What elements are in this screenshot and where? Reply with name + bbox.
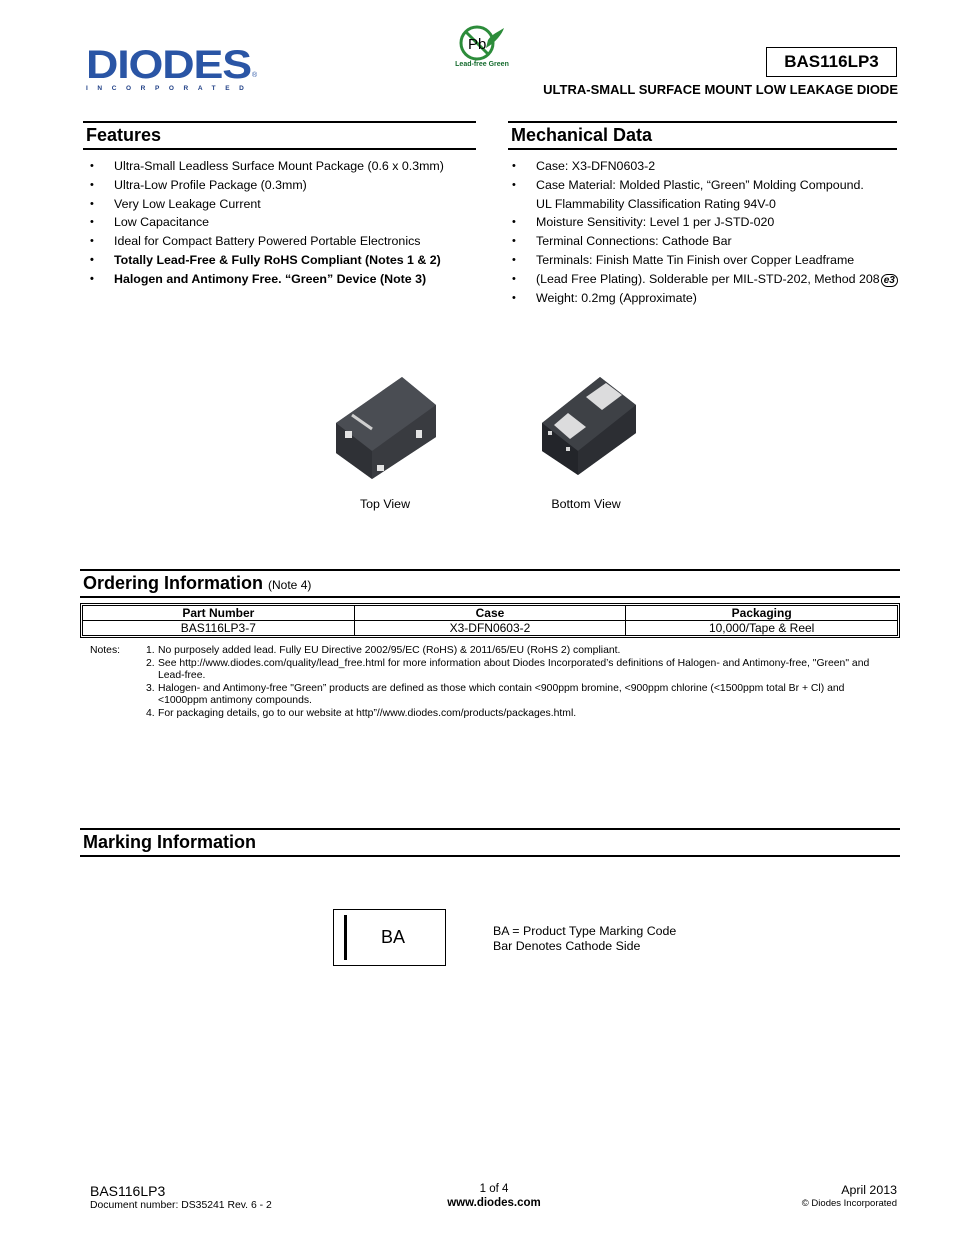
table-row — [83, 621, 898, 636]
column-header: Case — [354, 606, 626, 621]
note-text: No purposely added lead. Fully EU Directive 2002/95/EC (RoHS) & 2011/65/EU (RoHS 2) compliant. — [158, 645, 621, 656]
footer-document-number: Document number: DS35241 Rev. 6 - 2 — [90, 1200, 272, 1211]
diodes-logo — [86, 45, 261, 95]
top-view-package-image — [332, 375, 442, 480]
ordering-title: Ordering Information — [83, 573, 263, 593]
legend-line: BA = Product Type Marking Code — [493, 924, 677, 938]
top-view-caption: Top View — [359, 497, 411, 511]
table-cell: X3-DFN0603-2 — [354, 621, 626, 636]
legend-line: Bar Denotes Cathode Side — [493, 938, 641, 953]
note-number: 2. — [146, 657, 155, 669]
column-header: Part Number — [83, 606, 355, 621]
notes-list — [146, 645, 886, 720]
list-item: • Terminals: Finish Matte Tin Finish over Copper Leadframe — [506, 251, 916, 270]
notes-label: Notes: — [90, 645, 121, 656]
list-item: • Weight: 0.2mg (Approximate) — [506, 289, 916, 308]
list-item: • Very Low Leakage Current — [84, 195, 484, 214]
logo-text: DIODES — [86, 43, 252, 87]
table-cell: BAS116LP3-7 — [83, 621, 355, 636]
note-number: 1. — [146, 645, 155, 656]
page-number: 1 of 4 — [479, 1183, 509, 1195]
list-item: • Low Capacitance — [84, 213, 484, 232]
ordering-table — [82, 605, 898, 636]
list-item: • Terminal Connections: Cathode Bar — [506, 232, 916, 251]
footer-date: April 2013 — [841, 1183, 897, 1197]
footer-left — [90, 1183, 272, 1213]
footer-part-number: BAS116LP3 — [90, 1183, 166, 1199]
cathode-bar — [344, 915, 347, 960]
marking-heading — [80, 828, 900, 857]
features-list — [84, 157, 484, 289]
features-heading — [83, 121, 476, 150]
list-item: • Ideal for Compact Battery Powered Portable Electronics — [84, 232, 484, 251]
bottom-view-caption: Bottom View — [551, 497, 621, 511]
note-item — [146, 708, 886, 721]
e3-mark-icon: e3 — [881, 274, 898, 287]
marking-title: Marking Information — [83, 832, 257, 852]
footer-right — [802, 1183, 897, 1210]
list-item: • Case Material: Molded Plastic, “Green” Molding Compound. — [506, 176, 916, 195]
logo-subtext: INCORPORATED — [86, 85, 254, 92]
list-item: • Ultra-Small Leadless Surface Mount Package (0.6 x 0.3mm) — [84, 157, 484, 176]
column-header: Packaging — [626, 606, 898, 621]
mechanical-list — [506, 157, 916, 307]
note-item — [146, 658, 886, 683]
features-title: Features — [86, 125, 162, 145]
mechanical-heading — [508, 121, 897, 150]
part-number-box: BAS116LP3 — [766, 47, 897, 77]
footer-copyright: © Diodes Incorporated — [801, 1198, 897, 1209]
marking-legend — [493, 924, 676, 953]
note-item — [146, 645, 886, 658]
solderable-text: (Lead Free Plating). Solderable per MIL-STD-202, Method 208 — [536, 271, 880, 286]
pb-free-symbol-icon — [446, 24, 520, 64]
registered-mark: ® — [252, 72, 258, 79]
pb-text: Pb — [468, 36, 487, 53]
mechanical-title: Mechanical Data — [511, 125, 653, 145]
list-item: • Case: X3-DFN0603-2 — [506, 157, 916, 176]
note-number: 4. — [146, 707, 155, 719]
note-text: Halogen- and Antimony-free "Green” products are defined as those which contain <900ppm bromine, <900ppm chlorine (<1500ppm total Br + Cl) and <1000ppm antimony compounds. — [158, 682, 845, 706]
marking-diagram — [333, 909, 446, 966]
document-subtitle: ULTRA-SMALL SURFACE MOUNT LOW LEAKAGE DIODE — [543, 82, 898, 97]
list-item: • Ultra-Low Profile Package (0.3mm) — [84, 176, 484, 195]
list-item: • Halogen and Antimony Free. “Green” Device (Note 3) — [84, 270, 484, 289]
list-item: UL Flammability Classification Rating 94V-0 — [536, 196, 776, 211]
list-item — [506, 270, 916, 289]
ordering-heading — [80, 569, 900, 598]
marking-code: BA — [381, 927, 406, 947]
footer-center — [420, 1182, 568, 1210]
ordering-note-ref: (Note 4) — [268, 578, 312, 592]
list-item: • Totally Lead-Free & Fully RoHS Compliant (Notes 1 & 2) — [84, 251, 484, 270]
bottom-view-package-image — [538, 375, 640, 477]
website-link[interactable]: www.diodes.com — [447, 1197, 541, 1209]
note-number: 3. — [146, 682, 155, 694]
note-text: See http://www.diodes.com/quality/lead_free.html for more information about Diodes Incorporated’s definitions of Halogen- and Antimony-free, "Green" and Lead-free. — [158, 657, 870, 681]
note-item — [146, 683, 886, 708]
lead-free-label: Lead-free Green — [455, 61, 509, 68]
table-cell: 10,000/Tape & Reel — [626, 621, 898, 636]
note-text: For packaging details, go to our website at http”//www.diodes.com/products/packages.html. — [158, 707, 577, 719]
table-header-row — [83, 606, 898, 621]
list-item: • Moisture Sensitivity: Level 1 per J-STD-020 — [506, 213, 916, 232]
